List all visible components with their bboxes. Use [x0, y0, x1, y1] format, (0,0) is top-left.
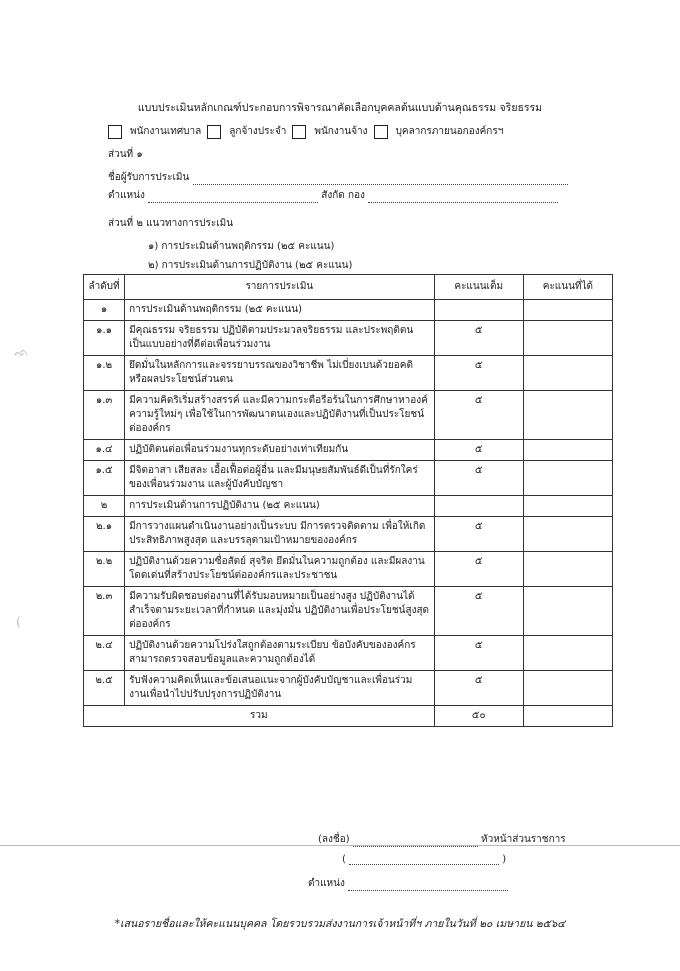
row-no: ๒.๒	[84, 552, 125, 587]
checkbox-label: พนักงานจ้าง	[314, 126, 368, 137]
table-row	[84, 461, 613, 496]
row-no: ๑.๕	[84, 461, 125, 496]
row-score-input[interactable]	[523, 517, 612, 552]
checkbox-label: พนักงานเทศบาล	[130, 126, 202, 137]
row-no: ๒.๑	[84, 517, 125, 552]
signature-field[interactable]	[353, 838, 478, 847]
row-score-input[interactable]	[523, 496, 612, 517]
table-row	[84, 552, 613, 587]
printed-name-field[interactable]	[349, 856, 499, 865]
checkbox-municipal-staff[interactable]	[108, 125, 122, 139]
table-row	[84, 391, 613, 440]
row-text: มีการวางแผนดำเนินงานอย่างเป็นระบบ มีการตรวจติดตาม เพื่อให้เกิดประสิทธิภาพสูงสุด และบรรลุตามเป้าหมายขององค์กร	[125, 517, 435, 552]
header-obtained-score: คะแนนที่ได้	[523, 275, 612, 300]
table-row	[84, 517, 613, 552]
sign-label: (ลงชื่อ)	[318, 834, 350, 845]
signer-position-row	[308, 876, 508, 891]
row-full-score: ๕	[434, 461, 523, 496]
table-header-row	[84, 275, 613, 300]
table-total-row	[84, 706, 613, 727]
row-no: ๒.๓	[84, 587, 125, 636]
row-full-score: ๕	[434, 636, 523, 671]
row-no: ๑.๔	[84, 440, 125, 461]
evaluatee-row	[108, 170, 568, 185]
row-no: ๒	[84, 496, 125, 517]
header-no: ลำดับที่	[84, 275, 125, 300]
table-row	[84, 300, 613, 321]
row-text: มีความรับผิดชอบต่องานที่ได้รับมอบหมายเป็นอย่างสูง ปฏิบัติงานได้สำเร็จตามระยะเวลาที่กำหนด และมุ่งมั่น ปฏิบัติงานเพื่อประโยชน์สูงสุดต่อองค์กร	[125, 587, 435, 636]
scan-mark: ᨒ	[14, 345, 29, 359]
row-score-input[interactable]	[523, 391, 612, 440]
row-full-score: ๕	[434, 671, 523, 706]
table-row	[84, 321, 613, 356]
checkbox-permanent-employee[interactable]	[207, 125, 221, 139]
header-full-score: คะแนนเต็ม	[434, 275, 523, 300]
affiliation-field[interactable]	[368, 194, 558, 203]
row-score-input[interactable]	[523, 587, 612, 636]
category-checkboxes	[108, 124, 509, 139]
evaluatee-field[interactable]	[193, 176, 568, 185]
part2-heading: ส่วนที่ ๒ แนวทางการประเมิน	[108, 218, 234, 229]
row-text: ปฏิบัติตนต่อเพื่อนร่วมงานทุกระดับอย่างเท่าเทียมกัน	[125, 440, 435, 461]
row-no: ๑	[84, 300, 125, 321]
row-no: ๑.๓	[84, 391, 125, 440]
row-full-score	[434, 300, 523, 321]
paren-close: )	[502, 854, 507, 865]
row-text: ปฏิบัติงานด้วยความซื่อสัตย์ สุจริต ยึดมั่นในความถูกต้อง และมีผลงานโดดเด่นที่สร้างประโยชน์ต่อองค์กรและประชาชน	[125, 552, 435, 587]
row-score-input[interactable]	[523, 636, 612, 671]
row-score-input[interactable]	[523, 461, 612, 496]
row-text: การประเมินด้านการปฏิบัติงาน (๒๕ คะแนน)	[125, 496, 435, 517]
header-list: รายการประเมิน	[125, 275, 435, 300]
position-field[interactable]	[148, 194, 318, 203]
table-row	[84, 671, 613, 706]
part1-heading: ส่วนที่ ๑	[108, 149, 143, 160]
table-row	[84, 636, 613, 671]
scan-mark: (	[16, 615, 21, 629]
row-text: ปฏิบัติงานด้วยความโปร่งใสถูกต้องตามระเบียบ ข้อบังคับขององค์กร สามารถตรวจสอบข้อมูลและความถูกต้องได้	[125, 636, 435, 671]
row-full-score: ๕	[434, 391, 523, 440]
row-no: ๑.๒	[84, 356, 125, 391]
total-label: รวม	[84, 706, 435, 727]
row-score-input[interactable]	[523, 321, 612, 356]
row-full-score: ๕	[434, 440, 523, 461]
table-row	[84, 587, 613, 636]
row-text: มีจิตอาสา เสียสละ เอื้อเฟื้อต่อผู้อื่น และมีมนุษยสัมพันธ์ดีเป็นที่รักใคร่ของเพื่อนร่วมงาน และผู้บังคับบัญชา	[125, 461, 435, 496]
row-full-score: ๕	[434, 356, 523, 391]
row-no: ๒.๔	[84, 636, 125, 671]
row-text: มีความคิดริเริ่มสร้างสรรค์ และมีความกระตือรือร้นในการศึกษาหาองค์ความรู้ใหม่ๆ เพื่อใช้ในการพัฒนาตนเองและปฏิบัติงานที่เป็นประโยชน์ต่อองค์กร	[125, 391, 435, 440]
checkbox-label: บุคลากรภายนอกองค์กรฯ	[395, 126, 504, 137]
row-text: รับฟังความคิดเห็นและข้อเสนอแนะจากผู้บังคับบัญชาและเพื่อนร่วมงานเพื่อนำไปปรับปรุงการปฏิบัติงาน	[125, 671, 435, 706]
sign-role: หัวหน้าส่วนราชการ	[480, 834, 566, 845]
signature-row	[318, 832, 566, 847]
row-score-input[interactable]	[523, 671, 612, 706]
table-row	[84, 356, 613, 391]
position-row	[108, 188, 558, 203]
printed-name-row	[342, 854, 506, 865]
footnote: *เสนอรายชื่อและให้คะแนนบุคคล โดยรวบรวมส่งงานการเจ้าหน้าที่ฯ ภายในวันที่ ๒๐ เมษายน ๒๕๖๔	[114, 918, 566, 930]
row-score-input[interactable]	[523, 552, 612, 587]
guide-item: ๒) การประเมินด้านการปฏิบัติงาน (๒๕ คะแนน)	[148, 260, 353, 271]
checkbox-contract-staff[interactable]	[292, 125, 306, 139]
paren-open: (	[342, 854, 346, 865]
checkbox-external-personnel[interactable]	[374, 125, 388, 139]
row-no: ๒.๕	[84, 671, 125, 706]
table-row	[84, 440, 613, 461]
row-text: ยึดมั่นในหลักการและจรรยาบรรณของวิชาชีพ ไม่เบี่ยงเบนด้วยอคติหรือผลประโยชน์ส่วนตน	[125, 356, 435, 391]
total-obtained-input[interactable]	[523, 706, 612, 727]
guide-item: ๑) การประเมินด้านพฤติกรรม (๒๕ คะแนน)	[148, 241, 335, 252]
row-score-input[interactable]	[523, 356, 612, 391]
row-score-input[interactable]	[523, 300, 612, 321]
table-row	[84, 496, 613, 517]
row-full-score: ๕	[434, 552, 523, 587]
signer-position-label: ตำแหน่ง	[308, 878, 345, 889]
row-text: มีคุณธรรม จริยธรรม ปฏิบัติตามประมวลจริยธรรม และประพฤติตนเป็นแบบอย่างที่ดีต่อเพื่อนร่วมงาน	[125, 321, 435, 356]
position-label: ตำแหน่ง	[108, 190, 145, 201]
row-full-score: ๕	[434, 321, 523, 356]
row-text: การประเมินด้านพฤติกรรม (๒๕ คะแนน)	[125, 300, 435, 321]
evaluation-table	[83, 274, 613, 727]
row-full-score: ๕	[434, 587, 523, 636]
form-title: แบบประเมินหลักเกณฑ์ประกอบการพิจารณาคัดเลือกบุคคลต้นแบบด้านคุณธรรม จริยธรรม	[137, 102, 543, 114]
row-score-input[interactable]	[523, 440, 612, 461]
affiliation-label: สังกัด กอง	[321, 190, 365, 201]
row-full-score	[434, 496, 523, 517]
row-full-score: ๕	[434, 517, 523, 552]
total-score: ๕๐	[434, 706, 523, 727]
checkbox-label: ลูกจ้างประจำ	[229, 126, 287, 137]
evaluatee-label: ชื่อผู้รับการประเมิน	[108, 172, 190, 183]
row-no: ๑.๑	[84, 321, 125, 356]
signer-position-field[interactable]	[348, 882, 508, 891]
